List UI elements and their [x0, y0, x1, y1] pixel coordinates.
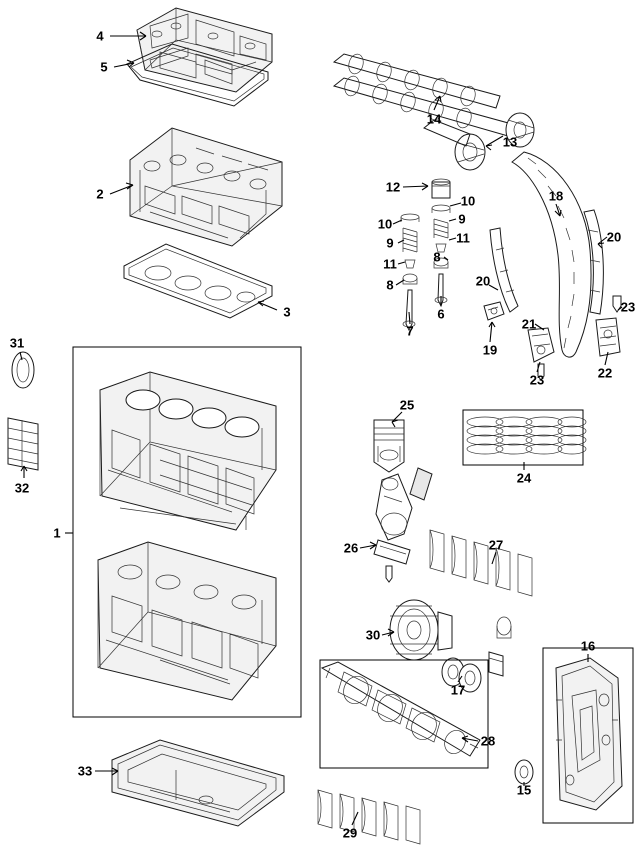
callout-10b: 10 [460, 193, 476, 209]
callout-2: 2 [96, 186, 104, 202]
callout-11: 11 [383, 256, 397, 272]
callout-23: 23 [620, 299, 636, 315]
callout-11b: 11 [456, 230, 470, 246]
callout-14: 14 [426, 111, 442, 127]
callout-33: 33 [77, 763, 93, 779]
callout-24: 24 [516, 470, 532, 486]
callout-29: 29 [342, 825, 358, 841]
callout-8b: 8 [433, 249, 441, 265]
callout-4: 4 [96, 28, 104, 44]
callout-12: 12 [385, 179, 401, 195]
callout-3: 3 [283, 304, 291, 320]
callout-20b: 20 [475, 273, 491, 289]
callout-21: 21 [521, 316, 537, 332]
callout-17: 17 [450, 682, 466, 698]
callout-1: 1 [53, 525, 61, 541]
callout-18: 18 [548, 188, 564, 204]
callout-31: 31 [9, 335, 25, 351]
callout-13: 13 [502, 134, 518, 150]
callout-26: 26 [343, 540, 359, 556]
callout-20: 20 [606, 229, 622, 245]
callout-27: 27 [488, 537, 504, 553]
callout-5: 5 [100, 59, 108, 75]
callout-15: 15 [516, 782, 532, 798]
callout-9: 9 [386, 235, 394, 251]
callout-30: 30 [365, 627, 381, 643]
callout-8: 8 [386, 277, 394, 293]
callout-22: 22 [597, 365, 613, 381]
callout-16: 16 [580, 638, 596, 654]
callout-10: 10 [377, 216, 393, 232]
callout-7: 7 [406, 323, 414, 339]
callout-32: 32 [14, 480, 30, 496]
callout-28: 28 [480, 733, 496, 749]
callout-23b: 23 [529, 372, 545, 388]
callout-9b: 9 [458, 211, 466, 227]
callout-25: 25 [399, 397, 415, 413]
callout-19: 19 [482, 342, 498, 358]
callout-6: 6 [437, 306, 445, 322]
